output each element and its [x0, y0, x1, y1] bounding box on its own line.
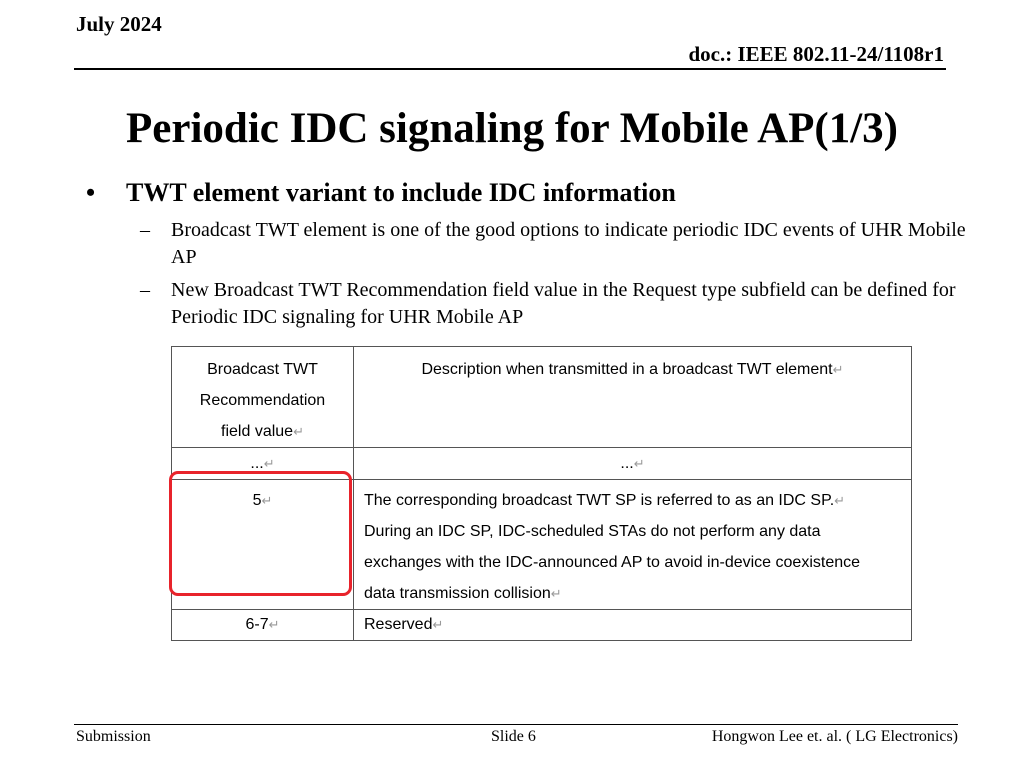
sub-bullet-marker: – [140, 279, 150, 301]
header-cell-description [354, 347, 912, 448]
header-description-text: Description when transmitted in a broadcast TWT element [421, 361, 833, 378]
cell-description-text: Reserved [364, 616, 433, 633]
cell-description [354, 610, 912, 641]
return-mark: ↵ [550, 586, 562, 601]
header-doc-id: doc.: IEEE 802.11-24/1108r1 [688, 42, 944, 66]
description-line [364, 578, 911, 609]
return-mark: ↵ [432, 617, 444, 632]
header-date: July 2024 [76, 12, 162, 36]
header-line: Broadcast TWT [207, 361, 318, 378]
bullet-marker: • [86, 178, 96, 207]
return-mark: ↵ [261, 493, 273, 508]
header-divider [74, 68, 946, 70]
header-cell-value [172, 347, 354, 448]
table-header-row [172, 347, 912, 448]
main-bullet-text: TWT element variant to include IDC information [126, 178, 676, 207]
cell-value-text: ... [250, 455, 264, 472]
cell-description [354, 480, 912, 610]
return-mark: ↵ [293, 424, 304, 439]
highlight-box [169, 471, 352, 596]
cell-value [172, 610, 354, 641]
description-line-text: data transmission collision [364, 585, 551, 602]
sub-bullet-marker: – [140, 219, 150, 241]
description-line-text: The corresponding broadcast TWT SP is referred to as an IDC SP. [364, 492, 835, 509]
description-line [364, 485, 911, 516]
cell-value-text: 6-7 [245, 616, 269, 633]
cell-description [354, 448, 912, 480]
return-mark: ↵ [268, 617, 280, 632]
return-mark: ↵ [834, 493, 846, 508]
description-line: exchanges with the IDC-announced AP to avoid in-device coexistence [364, 554, 861, 571]
return-mark: ↵ [633, 456, 645, 471]
slide-title: Periodic IDC signaling for Mobile AP(1/3) [126, 105, 898, 152]
cell-description-text: ... [620, 455, 634, 472]
header-line [172, 416, 353, 447]
sub-bullet-text: New Broadcast TWT Recommendation field value in the Request type subfield can be defined for Periodic IDC signaling for UHR Mobile AP [171, 279, 956, 328]
footer-slide-number: Slide 6 [491, 728, 536, 745]
sub-bullet-text: Broadcast TWT element is one of the good options to indicate periodic IDC events of UHR Mobile AP [171, 219, 966, 268]
footer-author: Hongwon Lee et. al. ( LG Electronics) [711, 728, 958, 745]
footer-submission: Submission [76, 728, 151, 745]
return-mark: ↵ [832, 362, 844, 377]
cell-value-text: 5 [252, 492, 262, 509]
header-line: Recommendation [199, 392, 326, 409]
return-mark: ↵ [263, 456, 275, 471]
table-row [172, 610, 912, 641]
footer-divider [74, 724, 958, 725]
header-line-text: field value [221, 423, 294, 440]
description-line: During an IDC SP, IDC-scheduled STAs do not perform any data [364, 523, 821, 540]
